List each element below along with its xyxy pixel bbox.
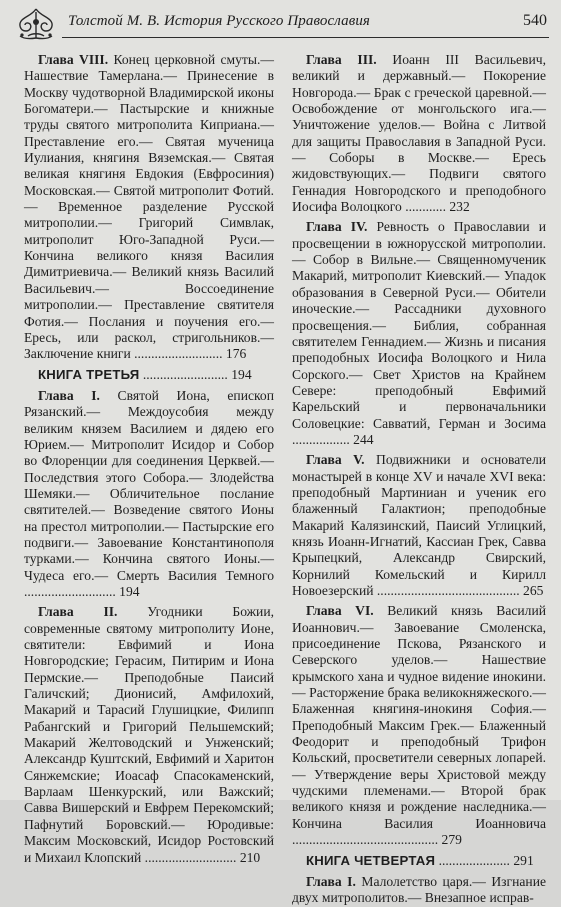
toc-entry xyxy=(292,52,546,215)
chapter-summary: Святой Иона, епископ Рязанский.— Междоусобия между великим князем Василием и дядею его Юрием.— Митрополит Исидор и Собор во Флоренции для соединения Церквей.— Последствия этого Собора.— Злодейства Шемяки.— Обличительное послание святителей.— Возведение святого Ионы на престол митрополии.— Пастырские его подвиги.— Завоевание Константинополя турками.— Кончина святого Ионы.— Чудеса его.— Смерть Василия Темного xyxy=(24,387,274,583)
book-heading xyxy=(24,367,274,383)
toc-entry xyxy=(292,603,546,848)
chapter-label: Глава I. xyxy=(306,873,356,889)
page-ref: 244 xyxy=(353,431,374,447)
dot-leader: ........................... xyxy=(24,584,120,599)
toc-entry xyxy=(24,388,274,600)
chapter-summary: Конец церковной смуты.— Нашествие Тамерлана.— Принесение в Москву чудотворной Владимирской иконы Богоматери.— Пастырские и книжные труды святого митрополита Киприана.— Преставление его.— Святая мученица Иулиания, княгиня Вяземская.— Святая великая княгиня Евдокия (Евфросиния) Московская.— Святой митрополит Фотий.— Временное разделение Русской митрополии.— Григорий Симвлак, митрополит Юго-Западной Руси.— Кончина великого князя Василия Димитриевича.— Великий князь Василий Васильевич.— Воссоединение митрополии.— Преставление святителя Фотия.— Послания и поучения его.— Ересь, или раскол, стригольников.— Заключение книги xyxy=(24,52,274,362)
toc-entry xyxy=(24,52,274,363)
page-ref: 232 xyxy=(449,199,470,215)
book-title: КНИГА ТРЕТЬЯ xyxy=(38,366,140,382)
dot-leader: ......................... xyxy=(139,366,232,382)
dot-leader: ................. xyxy=(292,431,354,447)
chapter-label: Глава IV. xyxy=(306,219,368,235)
toc-entry xyxy=(292,874,546,907)
dot-leader: .......................................... xyxy=(373,583,524,598)
chapter-label: Глава VIII. xyxy=(38,52,109,67)
dot-leader: ........................... xyxy=(141,849,240,865)
chapter-summary: Малолетство царя.— Изгнание двух митрополитов.— Внезапное исправ- xyxy=(292,873,547,906)
chapter-summary: Угодники Божии, современные святому митрополиту Ионе, святители: Евфимий и Иона Новгородские; Герасим, Питирим и Иона Пермские.— Преподобные Паисий Галичский; Дионисий, Амфилохий, Макарий и Тарасий Глушицкие, Филипп Рабангский и Григорий Пельшемский; Макарий Желтоводский и Унженский; Александр Куштский, Евфимий и Харитон Сянжемские; Иоасаф Спасокаменский, Варлаам Шенкурский, или Важский; Савва Вишерский и Евфрем Перекомский; Пафнутий Боровский.— Юродивые: Максим Московский, Исидор Ростовский и Михаил Клопский xyxy=(24,604,275,865)
chapter-summary: Великий князь Василий Иоаннович.— Завоевание Смоленска, присоединение Пскова, Рязанского и Северского уделов.— Нашествие крымского хана и чудное видение инокини.— Расторжение брака великокняжеского.— Блаженная княгиня-инокиня София.— Преподобный Максим Грек.— Блаженный Феодорит и преподобный Трифон Кольский, просветители северных лопарей.— Утверждение веры Христовой между чудскими племенами.— Второй брак великого князя и рождение наследника.— Кончина Василия Иоанновича xyxy=(292,603,546,831)
chapter-summary: Иоанн III Васильевич, великий и державный.— Покорение Новгорода.— Брак с греческой царевной.— Освобождение от монгольского ига.— Уничтожение уделов.— Война с Литвой для защиты Православия в Западной Руси.— Соборы в Москве.— Ересь жидовствующих.— Подвиги святого Геннадия Новгородского и преподобного Иосифа Волоцкого xyxy=(292,52,546,215)
chapter-summary: Ревность о Православии и просвещении в южнорусской митрополии.— Собор в Вильне.— Священномученик Макарий, митрополит Киевский.— Упадок образования в Северной Руси.— Обители иноческие.— Рассадники духовного просвещения.— Библия, собранная святителем Геннадием.— Жизнь и писания преподобных Иосифа Волоцкого и Нила Сорского.— Свет Христов на Крайнем Севере: преподобный Евфимий Карельский и первоначальники Соловецкие: Савватий, Герман и Зосима xyxy=(292,219,546,431)
page-header xyxy=(0,0,561,46)
book-heading xyxy=(292,853,546,869)
toc-entry xyxy=(292,452,546,599)
chapter-label: Глава II. xyxy=(38,604,118,620)
dot-leader: .......................... xyxy=(130,346,226,362)
dot-leader: ........................................... xyxy=(292,832,442,848)
chapter-label: Глава III. xyxy=(306,52,377,67)
chapter-label: Глава VI. xyxy=(306,603,374,619)
page-ref: 210 xyxy=(239,849,261,865)
chapter-label: Глава I. xyxy=(38,387,100,403)
toc-entry xyxy=(292,219,546,448)
right-column xyxy=(292,52,547,906)
toc-entry xyxy=(24,604,274,866)
page-ref: 194 xyxy=(119,584,140,599)
left-column xyxy=(24,52,275,865)
ornament-icon xyxy=(14,6,58,42)
chapter-label: Глава V. xyxy=(306,452,365,468)
page-ref: 279 xyxy=(441,832,462,848)
running-head: Толстой М. В. История Русского Православия xyxy=(68,13,370,29)
page-ref: 265 xyxy=(523,583,544,598)
dot-leader: ..................... xyxy=(435,852,514,868)
book-title: КНИГА ЧЕТВЕРТАЯ xyxy=(306,852,436,868)
chapter-summary: Подвижники и основатели монастырей в конце XV и начале XVI века: преподобный Мартиниан и ученик его блаженный Галактион; преподобные Макарий Калязинский, Паисий Углицкий, князь Иоанн-Игнатий, Кассиан Грек, Савва Крыпецкий, Александр Свирский, Корнилий Комельский и Кирилл Новоезерский xyxy=(292,452,546,598)
dot-leader: ............ xyxy=(401,199,450,215)
page-number: 540 xyxy=(523,12,547,29)
page-ref: 291 xyxy=(513,852,534,868)
page-ref: 194 xyxy=(231,366,252,382)
header-rule xyxy=(62,37,549,38)
page-ref: 176 xyxy=(225,346,247,362)
